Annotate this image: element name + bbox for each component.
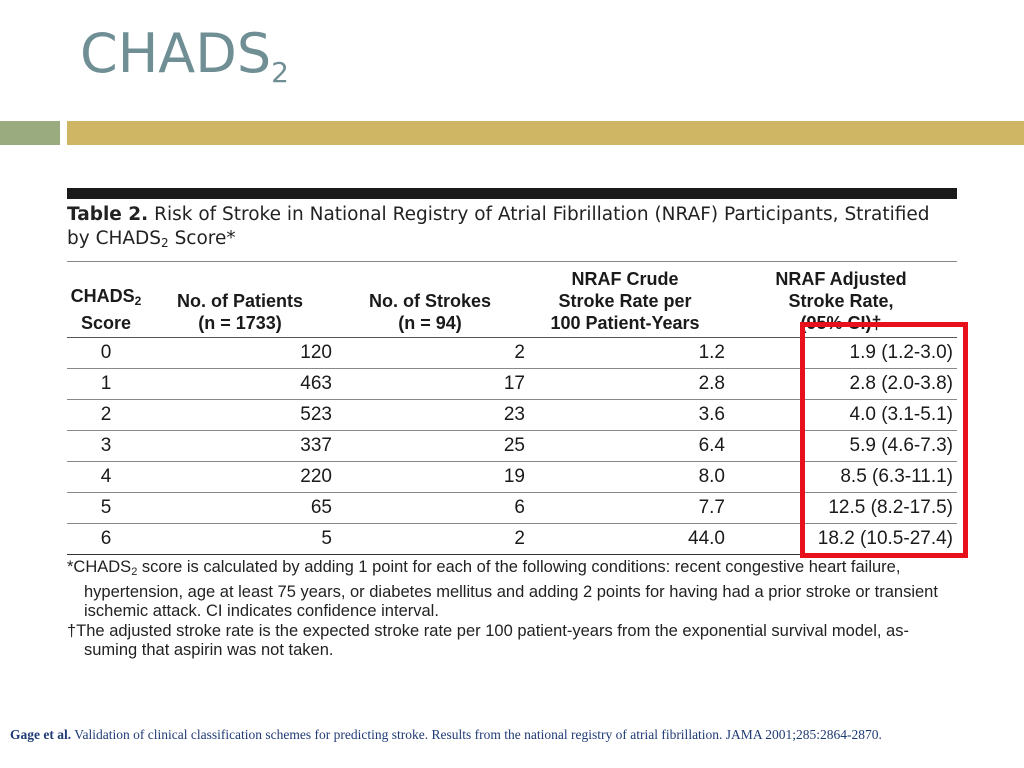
header-adj-line1: NRAF Adjusted	[775, 269, 907, 289]
cell-patients	[145, 369, 335, 400]
cell-crude-value: 2.8	[698, 373, 725, 394]
citation-authors: Gage et al.	[10, 727, 72, 742]
cell-patients	[145, 493, 335, 524]
cell-crude-rate	[525, 493, 725, 524]
footnote-adjusted-rate: †The adjusted stroke rate is the expected stroke rate per 100 patient-years from the exponential survival model, as-suming that aspirin was not taken.	[67, 621, 909, 659]
cell-strokes	[335, 369, 525, 400]
citation-text: Validation of clinical classification schemes for predicting stroke. Results from the national registry of atrial fibrillation. JAMA 2001;285:2864-2870.	[71, 727, 882, 742]
cell-score: 3	[67, 431, 145, 462]
accent-bar-left	[0, 121, 60, 145]
cell-crude-rate	[525, 524, 725, 555]
table-caption-tail: Score*	[168, 228, 236, 249]
cell-strokes	[335, 431, 525, 462]
cell-strokes	[335, 462, 525, 493]
cell-crude-rate	[525, 369, 725, 400]
cell-patients	[145, 400, 335, 431]
cell-adjusted-value: 18.2 (10.5-27.4)	[817, 528, 953, 549]
cell-strokes	[335, 400, 525, 431]
cell-adjusted-value: 8.5 (6.3-11.1)	[840, 466, 953, 487]
table-caption-lead: Table 2.	[67, 204, 149, 225]
cell-patients-value: 65	[310, 497, 332, 518]
header-chads-score	[67, 262, 145, 338]
header-score-main: CHADS	[70, 286, 135, 306]
cell-strokes	[335, 338, 525, 369]
table-caption-text: Risk of Stroke in National Registry of Atrial Fibrillation (NRAF) Participants, Stratified by CHADS	[67, 204, 930, 249]
cell-strokes-value: 6	[514, 497, 525, 518]
cell-crude-value: 7.7	[698, 497, 725, 518]
cell-score: 5	[67, 493, 145, 524]
citation	[10, 726, 910, 744]
cell-score: 4	[67, 462, 145, 493]
cell-adjusted-value: 1.9 (1.2-3.0)	[849, 342, 953, 363]
cell-score: 0	[67, 338, 145, 369]
cell-crude-rate	[525, 431, 725, 462]
cell-adjusted-value: 12.5 (8.2-17.5)	[828, 497, 953, 518]
table-top-rule	[67, 188, 957, 199]
cell-crude-rate	[525, 400, 725, 431]
header-strokes	[335, 262, 525, 338]
cell-strokes-value: 17	[503, 373, 525, 394]
cell-patients-value: 220	[300, 466, 332, 487]
cell-strokes-value: 2	[514, 528, 525, 549]
header-adj-line2: Stroke Rate,	[788, 291, 894, 311]
cell-patients-value: 463	[300, 373, 332, 394]
footnote1-subscript: 2	[131, 566, 138, 578]
header-strokes-line2: (n = 94)	[398, 313, 462, 333]
cell-crude-rate	[525, 462, 725, 493]
header-patients-line1: No. of Patients	[176, 291, 303, 311]
header-crude-line1: NRAF Crude	[571, 269, 679, 289]
header-patients-line2: (n = 1733)	[198, 313, 282, 333]
cell-crude-value: 6.4	[698, 435, 725, 456]
table-footnotes	[67, 558, 957, 661]
cell-crude-value: 3.6	[698, 404, 725, 425]
cell-score: 2	[67, 400, 145, 431]
table-caption-subscript: 2	[161, 236, 169, 250]
cell-patients-value: 120	[300, 342, 332, 363]
header-crude-rate	[525, 262, 725, 338]
cell-crude-rate	[525, 338, 725, 369]
cell-score: 1	[67, 369, 145, 400]
table-caption	[67, 199, 957, 262]
cell-patients	[145, 524, 335, 555]
cell-adjusted-value: 4.0 (3.1-5.1)	[849, 404, 953, 425]
slide-title	[80, 22, 289, 89]
cell-strokes-value: 23	[503, 404, 525, 425]
cell-score: 6	[67, 524, 145, 555]
cell-strokes	[335, 493, 525, 524]
header-score-subscript: 2	[134, 294, 142, 308]
footnote-chads-score	[67, 558, 957, 622]
cell-patients-value: 5	[321, 528, 332, 549]
header-strokes-line1: No. of Strokes	[368, 291, 492, 311]
cell-patients-value: 337	[300, 435, 332, 456]
footnote1-text: score is calculated by adding 1 point for each of the following conditions: recent congestive heart failure, hypertension, age at least 75 years, or diabetes mellitus and adding 2 points for having had a prior stroke or transient ischemic attack. CI indicates confidence interval.	[84, 558, 938, 620]
cell-crude-value: 8.0	[698, 466, 725, 487]
cell-patients	[145, 431, 335, 462]
header-crude-line3: 100 Patient-Years	[550, 313, 700, 333]
slide-title-subscript: 2	[271, 56, 289, 89]
header-score-line2: Score	[80, 313, 132, 333]
cell-strokes-value: 19	[503, 466, 525, 487]
cell-adjusted-value: 5.9 (4.6-7.3)	[849, 435, 953, 456]
header-crude-line2: Stroke Rate per	[558, 291, 692, 311]
header-patients	[145, 262, 335, 338]
cell-patients	[145, 462, 335, 493]
header-adj-line3: (95% CI)†	[800, 313, 882, 333]
cell-patients	[145, 338, 335, 369]
highlight-box	[800, 322, 968, 558]
cell-strokes-value: 2	[514, 342, 525, 363]
cell-strokes	[335, 524, 525, 555]
cell-strokes-value: 25	[503, 435, 525, 456]
footnote1-prefix: *CHADS	[67, 558, 132, 576]
cell-crude-value: 44.0	[688, 528, 725, 549]
cell-crude-value: 1.2	[698, 342, 725, 363]
cell-patients-value: 523	[300, 404, 332, 425]
cell-adjusted-value: 2.8 (2.0-3.8)	[849, 373, 953, 394]
accent-bar-right	[67, 121, 1024, 145]
slide-title-text: CHADS	[80, 22, 272, 85]
